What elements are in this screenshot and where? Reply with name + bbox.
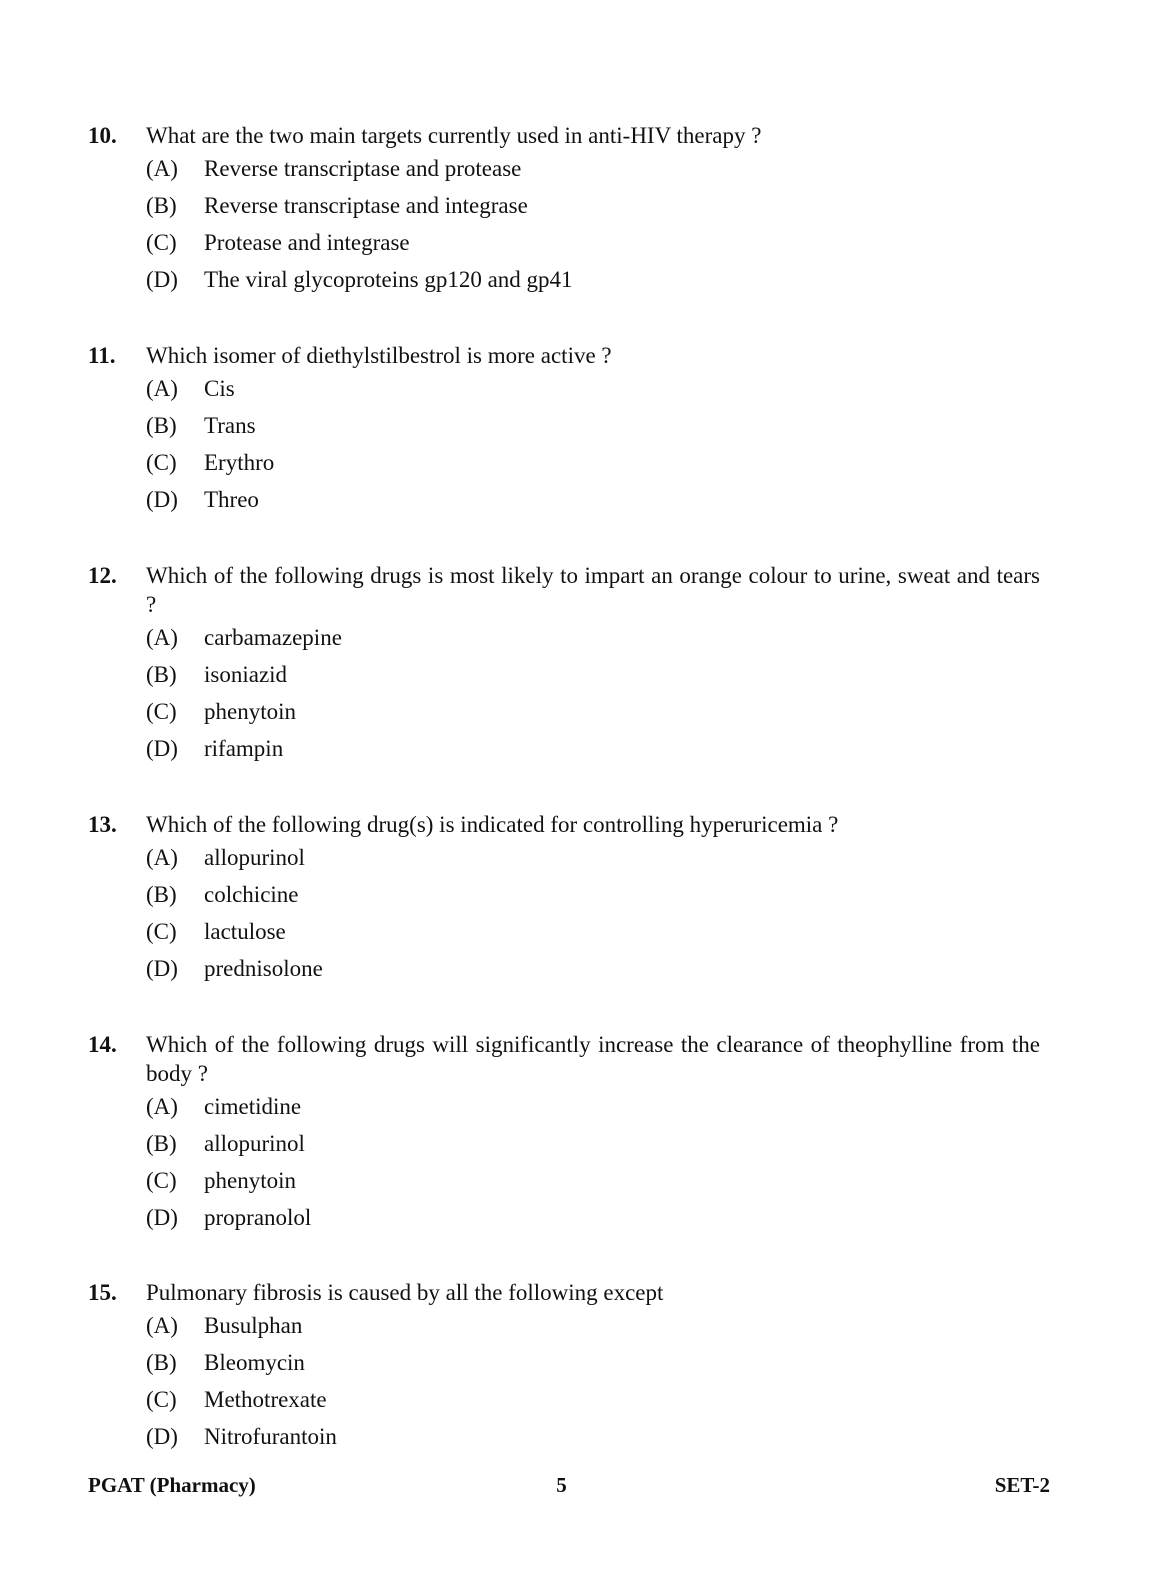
option-text: Cis: [204, 376, 235, 401]
option-d: [0, 1199, 1153, 1236]
question-text: Pulmonary fibrosis is caused by all the following except: [146, 1280, 664, 1305]
question-header: [0, 1030, 1153, 1088]
option-list: [0, 619, 1153, 767]
option-text: rifampin: [204, 736, 284, 761]
exam-title: PGAT (Pharmacy): [88, 1473, 256, 1497]
option-text: Trans: [204, 413, 256, 438]
option-letter: (D): [146, 267, 178, 292]
question-text: Which isomer of diethylstilbestrol is more active ?: [146, 343, 612, 368]
option-c: [0, 444, 1153, 481]
question-header: [0, 121, 1153, 150]
option-list: [0, 150, 1153, 298]
option-b: [0, 407, 1153, 444]
option-text: allopurinol: [204, 845, 305, 870]
question-text: Which of the following drugs will significantly increase the clearance of theophylline from the body ?: [146, 1032, 1040, 1086]
option-c: [0, 693, 1153, 730]
option-a: [0, 150, 1153, 187]
option-text: Methotrexate: [204, 1387, 327, 1412]
option-d: [0, 261, 1153, 298]
option-list: [0, 1307, 1153, 1455]
option-text: propranolol: [204, 1205, 312, 1230]
option-d: [0, 950, 1153, 987]
page-number: 5: [556, 1473, 567, 1497]
option-c: [0, 1162, 1153, 1199]
option-letter: (D): [146, 956, 178, 981]
set-label: SET-2: [994, 1473, 1050, 1497]
option-letter: (B): [146, 662, 177, 687]
option-text: prednisolone: [204, 956, 323, 981]
option-text: lactulose: [204, 919, 286, 944]
option-a: [0, 1307, 1153, 1344]
option-text: Protease and integrase: [204, 230, 410, 255]
option-d: [0, 481, 1153, 518]
question-header: [0, 1278, 1153, 1307]
option-letter: (B): [146, 413, 177, 438]
option-a: [0, 1088, 1153, 1125]
option-b: [0, 1125, 1153, 1162]
question-header: [0, 810, 1153, 839]
option-d: [0, 730, 1153, 767]
option-letter: (D): [146, 1424, 178, 1449]
question-text: Which of the following drug(s) is indicated for controlling hyperuricemia ?: [146, 812, 839, 837]
option-list: [0, 1088, 1153, 1236]
option-letter: (A): [146, 845, 178, 870]
question-header: [0, 341, 1153, 370]
option-letter: (B): [146, 1131, 177, 1156]
option-text: Bleomycin: [204, 1350, 305, 1375]
option-text: The viral glycoproteins gp120 and gp41: [204, 267, 573, 292]
option-text: colchicine: [204, 882, 299, 907]
option-letter: (C): [146, 1168, 177, 1193]
question-text: Which of the following drugs is most likely to impart an orange colour to urine, sweat and tears ?: [146, 563, 1040, 617]
option-text: carbamazepine: [204, 625, 342, 650]
question-number: 10.: [88, 123, 117, 148]
option-list: [0, 839, 1153, 987]
option-text: Nitrofurantoin: [204, 1424, 337, 1449]
question-10: [0, 121, 1153, 298]
question-11: [0, 341, 1153, 518]
option-letter: (B): [146, 1350, 177, 1375]
option-letter: (A): [146, 376, 178, 401]
question-12: [0, 561, 1153, 767]
option-a: [0, 370, 1153, 407]
option-a: [0, 619, 1153, 656]
option-text: phenytoin: [204, 699, 296, 724]
option-letter: (B): [146, 193, 177, 218]
option-c: [0, 1381, 1153, 1418]
option-a: [0, 839, 1153, 876]
question-13: [0, 810, 1153, 987]
question-number: 12.: [88, 563, 117, 588]
option-letter: (A): [146, 156, 178, 181]
question-header: [0, 561, 1153, 619]
question-number: 13.: [88, 812, 117, 837]
option-letter: (D): [146, 487, 178, 512]
option-text: cimetidine: [204, 1094, 302, 1119]
option-letter: (C): [146, 919, 177, 944]
option-d: [0, 1418, 1153, 1455]
option-letter: (D): [146, 1205, 178, 1230]
option-text: Busulphan: [204, 1313, 303, 1338]
option-letter: (C): [146, 699, 177, 724]
option-text: phenytoin: [204, 1168, 296, 1193]
option-b: [0, 187, 1153, 224]
question-number: 11.: [88, 343, 116, 368]
option-text: Reverse transcriptase and integrase: [204, 193, 528, 218]
option-letter: (A): [146, 1094, 178, 1119]
option-c: [0, 224, 1153, 261]
option-c: [0, 913, 1153, 950]
option-letter: (B): [146, 882, 177, 907]
question-number: 15.: [88, 1280, 117, 1305]
option-letter: (C): [146, 450, 177, 475]
question-number: 14.: [88, 1032, 117, 1057]
option-letter: (A): [146, 1313, 178, 1338]
option-text: Threo: [204, 487, 259, 512]
option-text: isoniazid: [204, 662, 288, 687]
option-b: [0, 656, 1153, 693]
option-b: [0, 1344, 1153, 1381]
option-letter: (D): [146, 736, 178, 761]
option-b: [0, 876, 1153, 913]
option-text: Reverse transcriptase and protease: [204, 156, 522, 181]
question-15: [0, 1278, 1153, 1455]
option-text: allopurinol: [204, 1131, 305, 1156]
question-14: [0, 1030, 1153, 1236]
option-list: [0, 370, 1153, 518]
question-text: What are the two main targets currently used in anti-HIV therapy ?: [146, 123, 762, 148]
option-text: Erythro: [204, 450, 275, 475]
option-letter: (C): [146, 1387, 177, 1412]
option-letter: (A): [146, 625, 178, 650]
option-letter: (C): [146, 230, 177, 255]
